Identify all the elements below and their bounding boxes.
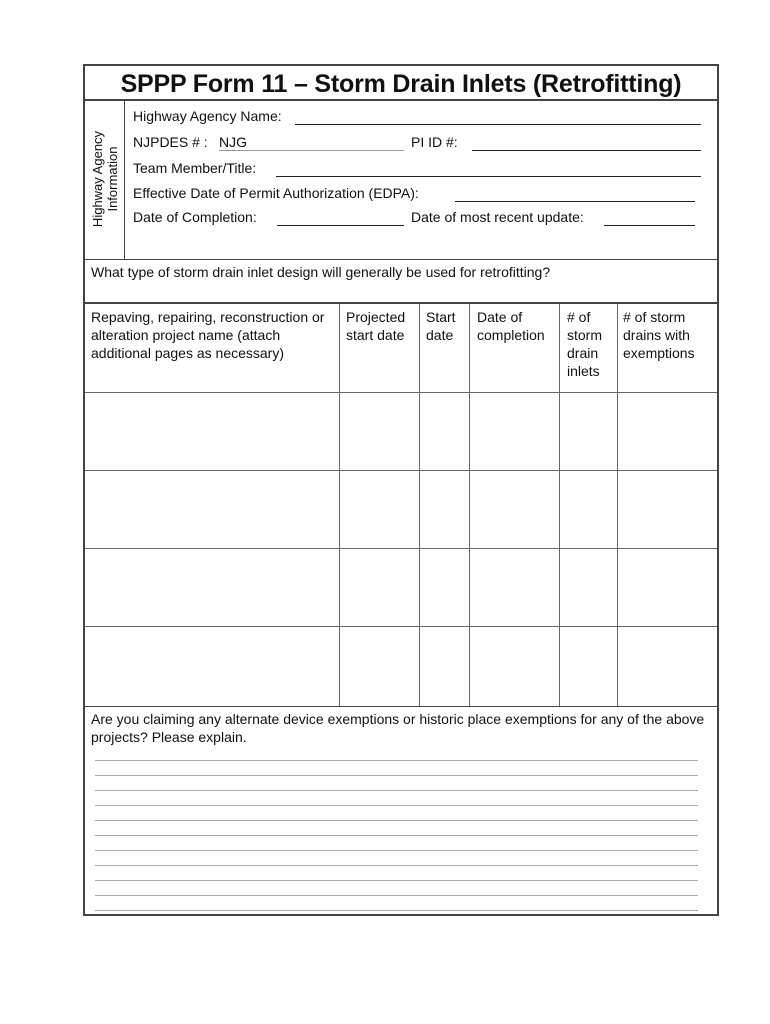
explain-line[interactable] — [95, 910, 698, 911]
exemptions-question: Are you claiming any alternate device exemptions or historic place exemptions for any of the above projects? Please explain. — [91, 711, 705, 745]
table-row[interactable] — [85, 393, 717, 470]
col-header-inlets: # of storm drain inlets — [567, 309, 602, 379]
edpa-field[interactable] — [455, 201, 695, 202]
completion-label: Date of Completion: — [133, 209, 257, 225]
sppp-form-11 — [83, 64, 719, 916]
col-header-start-date: Start date — [426, 309, 456, 343]
explain-line[interactable] — [95, 805, 698, 806]
completion-field[interactable] — [277, 225, 404, 226]
team-member-field[interactable] — [276, 176, 701, 177]
team-member-label: Team Member/Title: — [133, 160, 257, 176]
col-header-projected-start: Projected start date — [346, 309, 406, 343]
form-title: SPPP Form 11 – Storm Drain Inlets (Retrofitting) — [85, 66, 717, 101]
explain-line[interactable] — [95, 865, 698, 866]
exemptions-section — [85, 706, 717, 915]
agency-name-field[interactable] — [295, 124, 701, 125]
col-header-exemptions: # of storm drains with exemptions — [623, 309, 695, 361]
col-header-project-name: Repaving, repairing, reconstruction or alteration project name (attach additional pages as necessary) — [91, 309, 325, 361]
edpa-label: Effective Date of Permit Authorization (EDPA): — [133, 185, 419, 201]
inlet-design-question[interactable] — [85, 260, 717, 304]
agency-name-label: Highway Agency Name: — [133, 108, 282, 124]
table-row[interactable] — [85, 549, 717, 626]
explain-line[interactable] — [95, 775, 698, 776]
projects-table — [85, 304, 717, 706]
njpdes-label: NJPDES # : — [133, 134, 208, 150]
explain-line[interactable] — [95, 760, 698, 761]
explain-line[interactable] — [95, 895, 698, 896]
explain-line[interactable] — [95, 820, 698, 821]
inlet-design-question-text: What type of storm drain inlet design will generally be used for retrofitting? — [91, 264, 551, 280]
table-row[interactable] — [85, 471, 717, 548]
agency-side-panel — [85, 99, 125, 259]
explain-line[interactable] — [95, 835, 698, 836]
njpdes-prefix: NJG — [219, 134, 247, 150]
side-label-line1: Highway Agency — [90, 130, 105, 228]
explain-line[interactable] — [95, 880, 698, 881]
table-row[interactable] — [85, 627, 717, 705]
recent-update-field[interactable] — [604, 225, 695, 226]
agency-info-section — [85, 99, 717, 260]
side-label-line2: Information — [105, 146, 120, 212]
pi-id-label: PI ID #: — [411, 134, 458, 150]
njpdes-field[interactable] — [219, 150, 404, 151]
recent-update-label: Date of most recent update: — [411, 209, 584, 225]
explain-line[interactable] — [95, 790, 698, 791]
side-label — [90, 99, 120, 259]
explain-line[interactable] — [95, 850, 698, 851]
pi-id-field[interactable] — [472, 150, 701, 151]
col-header-completion: Date of completion — [477, 309, 545, 343]
